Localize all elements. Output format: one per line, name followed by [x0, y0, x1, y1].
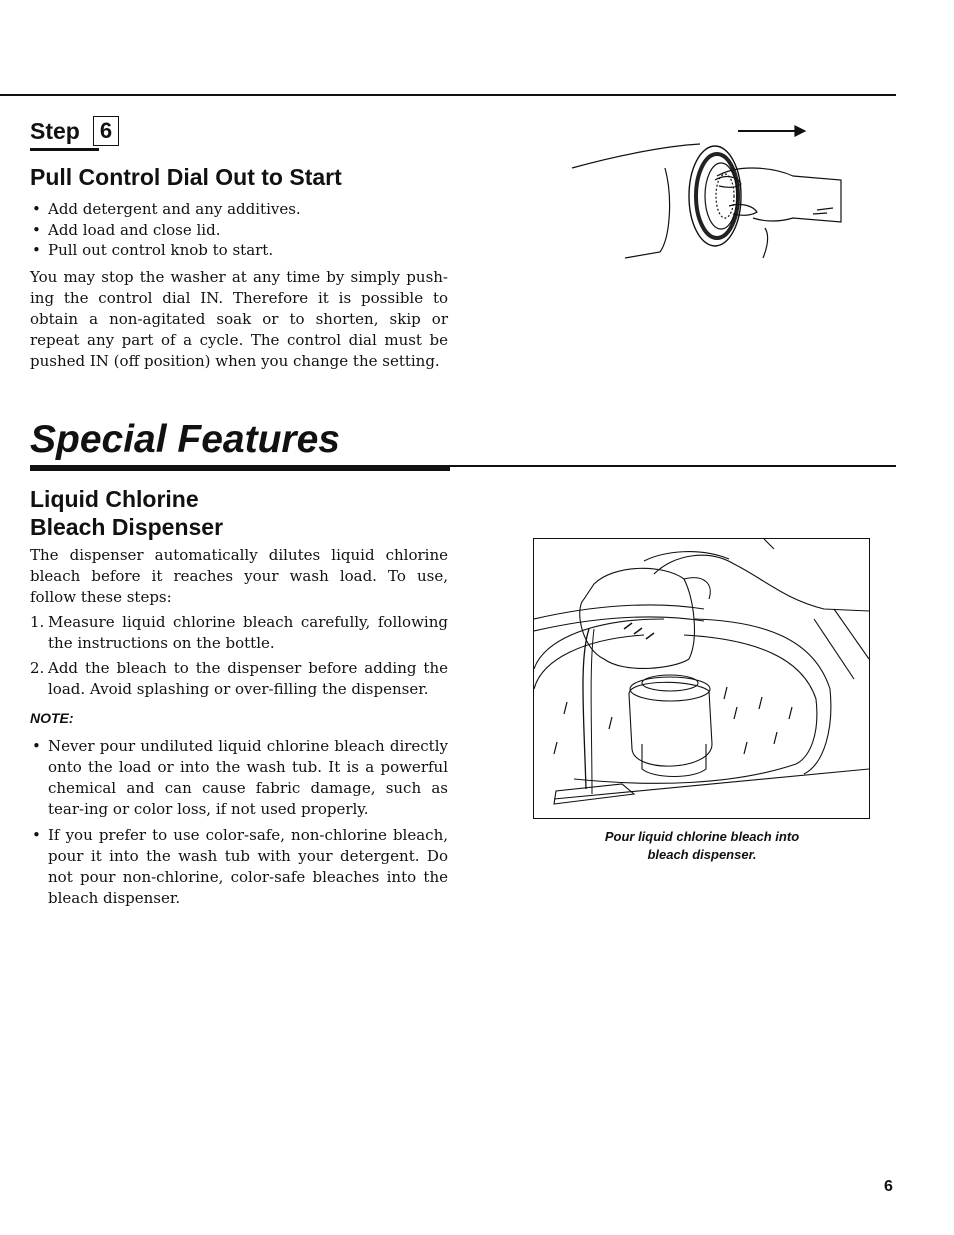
- section-rule: [450, 465, 896, 467]
- list-item: • Add load and close lid.: [30, 220, 448, 241]
- step-number-box: 6: [93, 116, 119, 146]
- list-item: • Never pour undiluted liquid chlorine bleach directly onto the load or into the wash tub. It is a powerful chemical and can cause fabric damage, such as tear-ing or color loss, if not used properly.: [30, 736, 448, 820]
- subsection-title-line2: Bleach Dispenser: [30, 514, 224, 540]
- list-item-number: 2.: [30, 659, 45, 677]
- control-knob-illustration: [565, 118, 850, 264]
- list-item-number: 1.: [30, 613, 45, 631]
- bleach-dispenser-illustration: [533, 538, 870, 819]
- note-label: NOTE:: [30, 710, 74, 726]
- bleach-intro: The dispenser automatically dilutes liquid chlorine bleach before it reaches your wash load. To use, follow these steps:: [30, 546, 448, 606]
- list-item-text: Add the bleach to the dispenser before adding the load. Avoid splashing or over-filling the dispenser.: [48, 659, 448, 698]
- bleach-steps-list: [30, 612, 448, 704]
- pouring-bleach-drawing: [534, 539, 869, 818]
- section-title: Special Features: [30, 418, 340, 461]
- page-number: 6: [884, 1178, 893, 1195]
- caption-line2: bleach dispenser.: [647, 847, 757, 862]
- illustration-caption: [570, 828, 834, 864]
- list-item: [30, 612, 448, 654]
- step-title: Pull Control Dial Out to Start: [30, 164, 342, 190]
- list-item: • If you prefer to use color-safe, non-chlorine bleach, pour it into the wash tub with your detergent. Do not pour non-chlorine, color-safe bleaches into the bleach dispenser.: [30, 825, 448, 909]
- list-item: • Pull out control knob to start.: [30, 240, 448, 261]
- step-label: Step: [30, 117, 80, 144]
- list-item-text: Measure liquid chlorine bleach carefully, following the instructions on the bottle.: [48, 613, 448, 652]
- section-title-underline: [30, 465, 450, 471]
- subsection-title: [30, 485, 223, 541]
- caption-line1: Pour liquid chlorine bleach into: [604, 829, 800, 844]
- list-item: [30, 658, 448, 700]
- note-list: [30, 736, 448, 914]
- step-paragraph: You may stop the washer at any time by simply push-ing the control dial IN. Therefore it is possible to obtain a non-agitated soak or to shorten, skip or repeat any part of a cycle. The control dial must be pushed IN (off position) when you change the setting.: [30, 268, 448, 370]
- step-bullet-list: [30, 199, 448, 261]
- step-heading: [30, 116, 119, 146]
- header-rule: [0, 94, 896, 96]
- list-item: • Add detergent and any additives.: [30, 199, 448, 220]
- step-underline: [30, 148, 99, 151]
- subsection-title-line1: Liquid Chlorine: [30, 486, 199, 512]
